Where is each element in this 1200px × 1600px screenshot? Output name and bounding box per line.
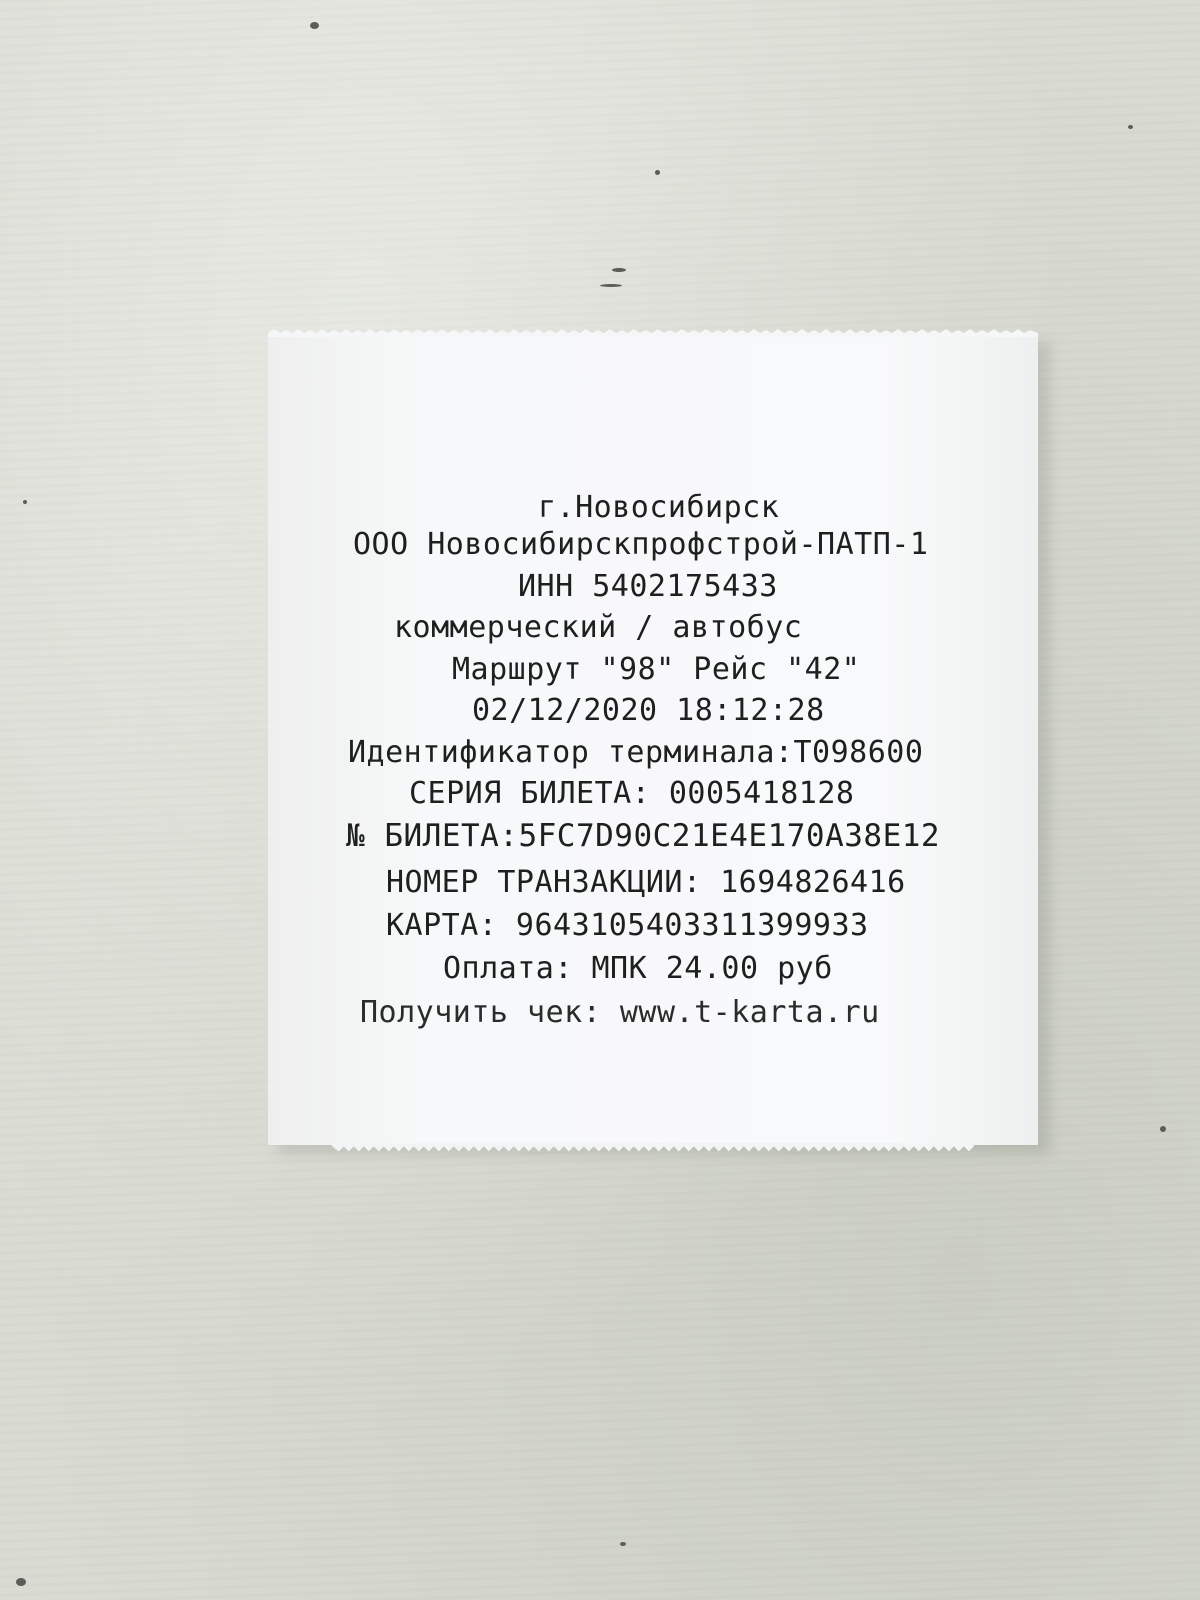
receipt-inn: ИНН 5402175433 [518,569,778,604]
receipt-terminal-id: Идентификатор терминала:T098600 [348,735,924,770]
receipt-torn-top-edge [268,327,1038,337]
receipt-ticket-series: СЕРИЯ БИЛЕТА: 0005418128 [409,776,855,811]
surface-speck [16,1578,26,1586]
surface-speck [1128,125,1133,129]
receipt [268,335,1038,1145]
surface-speck [310,22,319,29]
receipt-transaction-number: НОМЕР ТРАНЗАКЦИИ: 1694826416 [386,865,906,900]
receipt-company: ООО Новосибирскпрофстрой-ПАТП-1 [353,527,929,562]
receipt-ticket-number: № БИЛЕТА:5FC7D90C21E4E170A38E12 [346,818,941,854]
receipt-service-type: коммерческий / автобус [394,610,803,645]
receipt-datetime: 02/12/2020 18:12:28 [472,693,825,728]
receipt-torn-bottom-edge [268,1143,1038,1153]
surface-speck [600,284,622,287]
surface-speck [620,1542,626,1546]
surface-speck [655,170,660,175]
surface-speck [23,500,27,504]
receipt-payment: Оплата: МПК 24.00 руб [443,951,833,986]
receipt-city: г.Новосибирск [538,490,780,525]
receipt-get-receipt: Получить чек: www.t-karta.ru [360,995,880,1030]
surface-speck [1160,1126,1166,1132]
surface-speck [612,268,626,272]
receipt-route: Маршрут "98" Рейс "42" [452,652,861,687]
receipt-card: КАРТА: 9643105403311399933 [386,908,869,943]
